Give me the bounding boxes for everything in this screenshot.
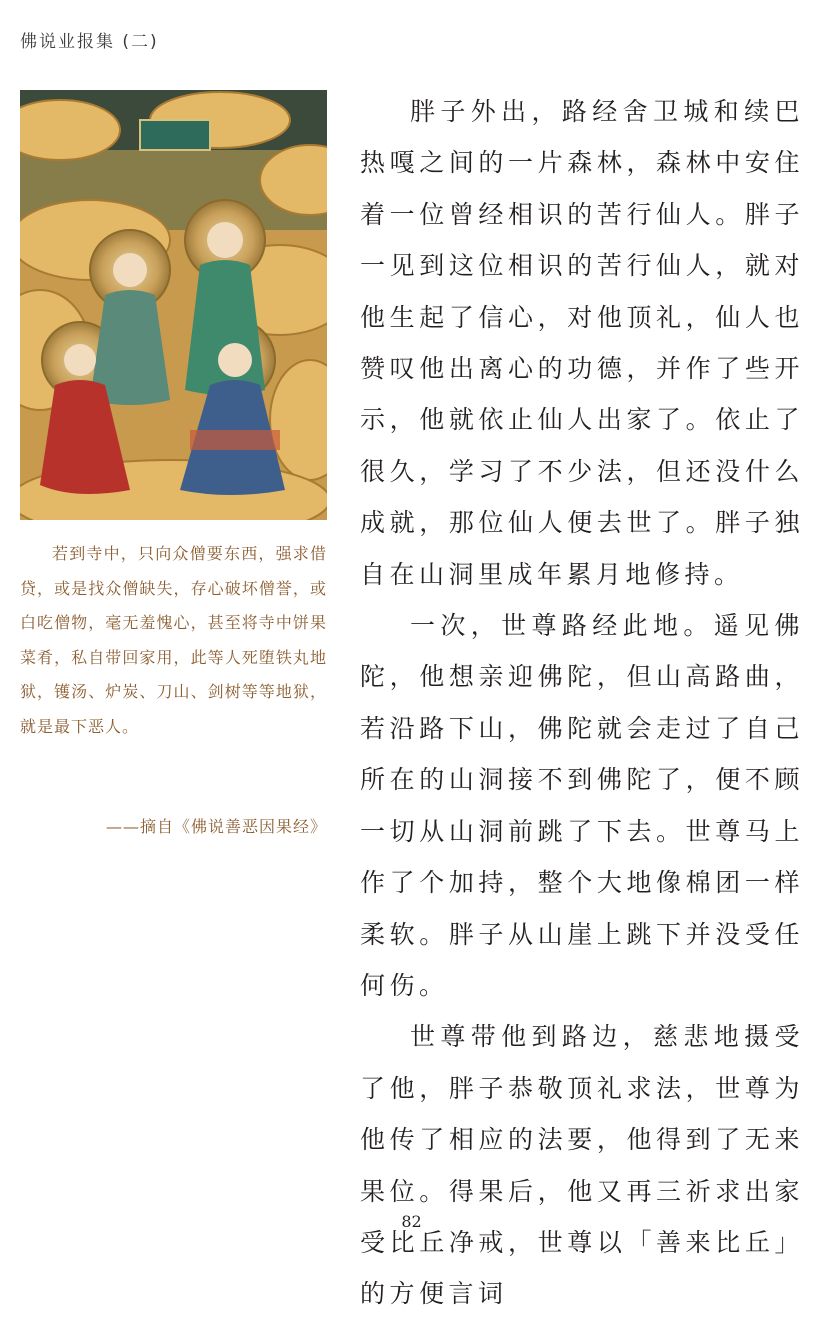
paragraph: 胖子外出，路经舍卫城和续巴热嘎之间的一片森林，森林中安住着一位曾经相识的苦行仙人。胖子一见到这位相识的苦行仙人，就对他生起了信心，对他顶礼，仙人也赞叹他出离心的功德，并作了些开示，他就依止仙人出家了。依止了很久，学习了不少法，但还没什么成就，那位仙人便去世了。胖子独自在山洞里成年累月地修持。 bbox=[360, 97, 804, 589]
paragraph: 一次，世尊路经此地。遥见佛陀，他想亲迎佛陀，但山高路曲，若沿路下山，佛陀就会走过了自己所在的山洞接不到佛陀了，便不顾一切从山洞前跳了下去。世尊马上作了个加持，整个大地像棉团一样柔软。胖子从山崖上跳下并没受任何伤。 bbox=[360, 611, 804, 1000]
running-header: 佛说业报集 (二) bbox=[20, 32, 159, 52]
figure-caption: 若到寺中，只向众僧要东西，强求借贷，或是找众僧缺失，存心破坏僧誉，或白吃僧物，毫无羞愧心，甚至将寺中饼果菜肴，私自带回家用，此等人死堕铁丸地狱，镬汤、炉炭、刀山、剑树等等地狱，就是最下恶人。 bbox=[20, 544, 327, 736]
paragraph: 世尊带他到路边，慈悲地摄受了他，胖子恭敬顶礼求法，世尊为他传了相应的法要，他得到了无来果位。得果后，他又再三祈求出家受比丘净戒，世尊以「善来比丘」的方便言词 bbox=[360, 1022, 804, 1309]
page-number: 82 bbox=[401, 1212, 422, 1231]
caption-source: ——摘自《佛说善恶因果经》 bbox=[105, 817, 327, 836]
main-text bbox=[360, 86, 804, 1320]
buddhist-painting-image bbox=[20, 90, 327, 520]
